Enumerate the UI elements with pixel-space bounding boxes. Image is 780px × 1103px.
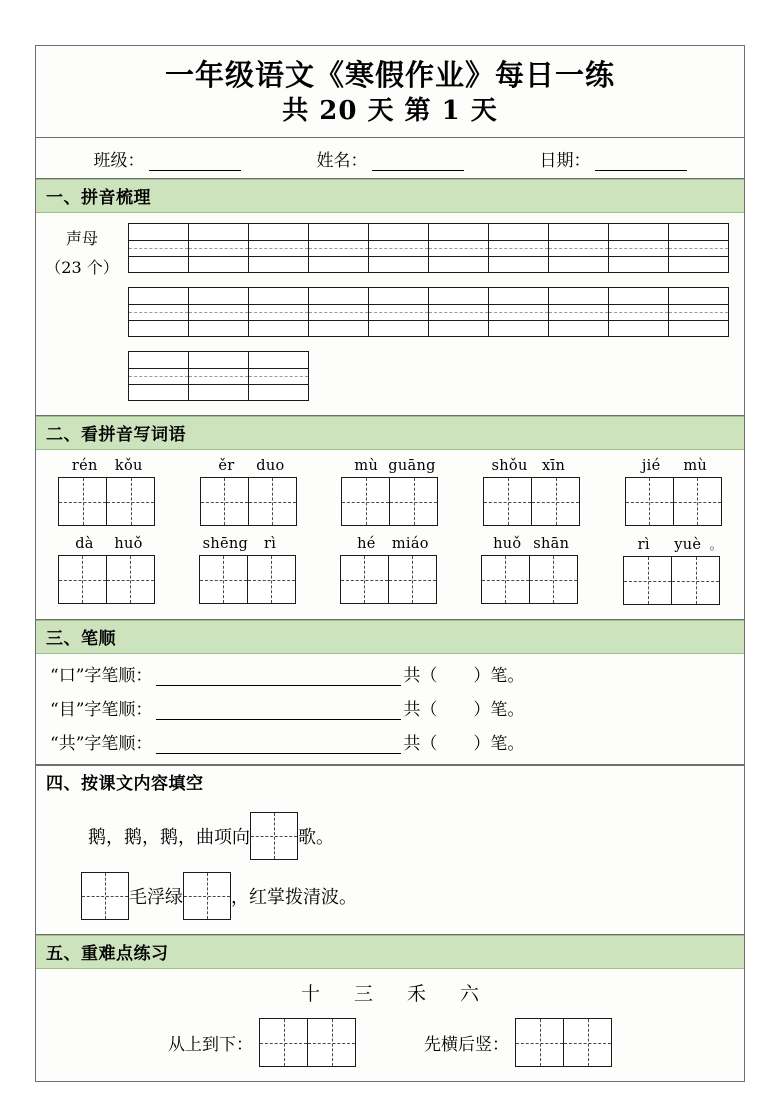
section-5-body <box>36 969 744 1081</box>
pinyin-line-lower <box>609 320 668 321</box>
tianzige-cell[interactable] <box>247 556 295 603</box>
tianzige-cell[interactable] <box>626 478 673 525</box>
tianzige-cell[interactable] <box>484 478 531 525</box>
pinyin-grid-cell[interactable] <box>489 224 549 272</box>
pinyin-grid-cell[interactable] <box>369 288 429 336</box>
word-item <box>483 458 580 526</box>
pinyin-grid-cell[interactable] <box>129 224 189 272</box>
tianzige-cell[interactable] <box>563 1019 611 1066</box>
pinyin-syllable: rén <box>71 458 98 475</box>
shengmu-label-line1: 声母 <box>65 229 98 249</box>
tianzige-grid <box>341 477 438 526</box>
stroke-count-tail <box>403 661 524 686</box>
stroke-count-suffix: ）笔。 <box>473 734 525 755</box>
stroke-order-blank[interactable] <box>156 737 401 754</box>
pinyin-syllable: mù <box>683 458 708 475</box>
section-5-items <box>36 1018 744 1067</box>
section-3-body <box>36 654 744 765</box>
section-2-body <box>36 450 744 620</box>
pinyin-syllable: jié <box>641 458 661 475</box>
tianzige-grid <box>58 555 155 604</box>
section-5-heading: 五、重难点练习 <box>36 935 744 969</box>
pinyin-line-lower <box>369 256 428 257</box>
poem-blank-box-1[interactable] <box>250 812 298 860</box>
pinyin-grid-cell[interactable] <box>309 224 369 272</box>
tianzige-grid <box>58 477 155 526</box>
tianzige-cell[interactable] <box>673 478 721 525</box>
tianzige-grid <box>623 556 720 605</box>
practice-item <box>168 1018 356 1067</box>
tianzige-cell[interactable] <box>260 1019 307 1066</box>
word-pinyin <box>483 458 580 474</box>
tianzige-cell[interactable] <box>516 1019 563 1066</box>
pinyin-syllable: guāng <box>388 458 436 475</box>
tianzige-cell[interactable] <box>388 556 436 603</box>
class-field[interactable] <box>94 146 241 171</box>
tianzige-grid <box>625 477 722 526</box>
pinyin-line-upper <box>669 304 728 305</box>
pinyin-grid-cell[interactable] <box>249 224 309 272</box>
pinyin-grid-cell[interactable] <box>189 352 249 400</box>
pinyin-grid-cell[interactable] <box>489 288 549 336</box>
pinyin-line-upper <box>549 240 608 241</box>
word-item <box>625 458 722 526</box>
word-item <box>200 458 297 526</box>
pinyin-line-dashed <box>549 248 608 249</box>
pinyin-line-dashed <box>249 248 308 249</box>
pinyin-line-dashed <box>309 248 368 249</box>
pinyin-line-upper <box>129 240 188 241</box>
section-1-body <box>36 213 744 416</box>
pinyin-line-lower <box>549 256 608 257</box>
pinyin-line-upper <box>549 304 608 305</box>
pinyin-line-upper <box>429 304 488 305</box>
word-item <box>340 536 437 605</box>
pinyin-line-dashed <box>669 248 728 249</box>
pinyin-grid-cell[interactable] <box>309 288 369 336</box>
pinyin-line-upper <box>609 240 668 241</box>
pinyin-line-upper <box>369 240 428 241</box>
pinyin-syllable: xīn <box>542 458 566 475</box>
word-pinyin <box>622 536 722 553</box>
class-blank[interactable] <box>149 155 241 171</box>
poem-blank-box-3[interactable] <box>183 872 231 920</box>
pinyin-syllable: duo <box>256 458 285 475</box>
stroke-count-tail <box>403 729 524 754</box>
pinyin-grid-cell[interactable] <box>669 224 729 272</box>
pinyin-line-lower <box>429 320 488 321</box>
pinyin-line-upper <box>129 368 188 369</box>
pinyin-grid-cell[interactable] <box>429 224 489 272</box>
pinyin-grid-cell[interactable] <box>609 224 669 272</box>
word-pinyin <box>200 458 297 474</box>
stroke-order-blank[interactable] <box>156 703 401 720</box>
tianzige-cell[interactable] <box>529 556 577 603</box>
tianzige-cell[interactable] <box>200 556 247 603</box>
stroke-order-line <box>50 729 744 754</box>
pinyin-line-lower <box>309 256 368 257</box>
tianzige-cell[interactable] <box>671 557 719 604</box>
tianzige-grid <box>515 1018 612 1067</box>
pinyin-line-dashed <box>429 248 488 249</box>
pinyin-syllable: huǒ <box>493 536 522 553</box>
pinyin-grid-cell[interactable] <box>189 224 249 272</box>
pinyin-line-dashed <box>189 248 248 249</box>
pinyin-line-dashed <box>369 248 428 249</box>
word-item <box>622 536 722 605</box>
pinyin-grid-cell[interactable] <box>189 288 249 336</box>
pinyin-grid-cell[interactable] <box>249 288 309 336</box>
stroke-count-prefix: 共（ <box>403 700 438 721</box>
tianzige-cell[interactable] <box>106 556 154 603</box>
pinyin-grid-row <box>128 223 729 273</box>
stroke-count-suffix: ）笔。 <box>473 666 525 687</box>
title-block <box>36 46 744 138</box>
pinyin-line-dashed <box>129 248 188 249</box>
pinyin-line-lower <box>249 384 308 385</box>
pinyin-line-upper <box>249 368 308 369</box>
pinyin-line-lower <box>129 256 188 257</box>
pinyin-line-dashed <box>609 248 668 249</box>
word-item <box>58 536 155 605</box>
pinyin-grid-cell[interactable] <box>669 288 729 336</box>
tianzige-cell[interactable] <box>201 478 248 525</box>
pinyin-line-upper <box>489 304 548 305</box>
pinyin-line-upper <box>369 304 428 305</box>
tianzige-cell[interactable] <box>106 478 154 525</box>
tianzige-cell[interactable] <box>307 1019 355 1066</box>
stroke-count-prefix: 共（ <box>403 734 438 755</box>
pinyin-line-lower <box>669 320 728 321</box>
name-blank[interactable] <box>372 155 464 171</box>
poem-line-1-after: 歌。 <box>298 827 334 849</box>
stroke-count-prefix: 共（ <box>403 666 438 687</box>
pinyin-line-dashed <box>189 376 248 377</box>
date-label: 日期： <box>539 150 591 171</box>
pinyin-syllable: rì <box>264 536 277 553</box>
pinyin-syllable: dà <box>75 536 94 553</box>
pinyin-line-upper <box>609 304 668 305</box>
pinyin-line-dashed <box>669 312 728 313</box>
pinyin-line-lower <box>189 384 248 385</box>
tianzige-cell[interactable] <box>248 478 296 525</box>
word-row <box>36 458 744 526</box>
section-1-heading: 一、拼音梳理 <box>36 179 744 213</box>
pinyin-line-lower <box>489 256 548 257</box>
pinyin-syllable: kǒu <box>114 458 143 475</box>
poem-line-2-middle: 毛浮绿 <box>129 887 183 909</box>
pinyin-grid-container <box>128 223 744 401</box>
pinyin-line-lower <box>189 320 248 321</box>
pinyin-line-lower <box>129 384 188 385</box>
pinyin-grid-cell[interactable] <box>429 288 489 336</box>
pinyin-line-dashed <box>429 312 488 313</box>
pinyin-line-upper <box>249 304 308 305</box>
poem-line-2 <box>36 872 744 920</box>
practice-item <box>424 1018 612 1067</box>
poem-line-2-after: ，红掌拨清波。 <box>231 887 357 909</box>
pinyin-line-lower <box>309 320 368 321</box>
pinyin-grid-cell[interactable] <box>549 224 609 272</box>
tianzige-cell[interactable] <box>482 556 529 603</box>
word-item <box>199 536 296 605</box>
stroke-order-label: “口”字笔顺： <box>50 666 153 687</box>
tianzige-cell[interactable] <box>341 556 388 603</box>
pinyin-line-upper <box>249 240 308 241</box>
tianzige-grid <box>481 555 578 604</box>
practice-item-label: 先横后竖： <box>424 1035 509 1056</box>
pinyin-grid-cell[interactable] <box>369 224 429 272</box>
stroke-order-label: “目”字笔顺： <box>50 700 153 721</box>
pinyin-line-lower <box>549 320 608 321</box>
page-title-line2: 共 20 天 第 1 天 <box>282 96 498 127</box>
pinyin-line-lower <box>129 320 188 321</box>
word-item <box>481 536 578 605</box>
pinyin-line-dashed <box>489 312 548 313</box>
pinyin-line-dashed <box>549 312 608 313</box>
pinyin-syllable: miáo <box>391 536 429 553</box>
class-label: 班级： <box>93 150 145 171</box>
stroke-order-blank[interactable] <box>156 669 401 686</box>
pinyin-line-upper <box>189 368 248 369</box>
pinyin-grid-cell[interactable] <box>609 288 669 336</box>
section-4-body <box>36 798 744 935</box>
worksheet-sheet <box>35 45 745 1082</box>
pinyin-line-upper <box>489 240 548 241</box>
pinyin-line-lower <box>669 256 728 257</box>
student-info-row <box>36 138 744 179</box>
pinyin-syllable: shēng <box>202 536 249 553</box>
tianzige-grid <box>483 477 580 526</box>
pinyin-grid-row <box>128 351 309 401</box>
pinyin-line-upper <box>429 240 488 241</box>
tianzige-cell[interactable] <box>531 478 579 525</box>
pinyin-line-upper <box>189 240 248 241</box>
practice-item-label: 从上到下： <box>168 1035 253 1056</box>
pinyin-line-upper <box>129 304 188 305</box>
pinyin-syllable: yuè <box>674 537 702 554</box>
stroke-count-suffix: ）笔。 <box>473 700 525 721</box>
pinyin-grid-cell[interactable] <box>549 288 609 336</box>
word-pinyin <box>341 458 438 474</box>
pinyin-syllable: mù <box>354 458 379 475</box>
pinyin-syllable: rì <box>637 537 650 554</box>
pinyin-grid-row <box>128 287 729 337</box>
page-title-line1: 一年级语文《寒假作业》每日一练 <box>164 58 615 92</box>
date-field[interactable] <box>540 146 687 171</box>
tianzige-grid <box>200 477 297 526</box>
section-2-heading: 二、看拼音写词语 <box>36 416 744 450</box>
tianzige-grid <box>340 555 437 604</box>
stroke-order-line <box>50 695 744 720</box>
tianzige-grid <box>199 555 296 604</box>
word-item <box>58 458 155 526</box>
pinyin-line-lower <box>429 256 488 257</box>
section-4-heading: 四、按课文内容填空 <box>36 765 744 798</box>
pinyin-line-dashed <box>189 312 248 313</box>
pinyin-line-lower <box>609 256 668 257</box>
pinyin-line-lower <box>489 320 548 321</box>
word-item <box>341 458 438 526</box>
tianzige-cell[interactable] <box>59 478 106 525</box>
pinyin-grid-cell[interactable] <box>129 288 189 336</box>
stroke-count-tail <box>403 695 524 720</box>
tianzige-grid <box>259 1018 356 1067</box>
poem-line-1-before: 鹅，鹅，鹅，曲项向 <box>88 827 250 849</box>
section-5-characters: 十 三 禾 六 <box>300 983 494 1006</box>
word-pinyin <box>199 536 296 552</box>
tianzige-cell[interactable] <box>59 556 106 603</box>
stroke-order-line <box>50 661 744 686</box>
pinyin-line-upper <box>309 304 368 305</box>
pinyin-line-upper <box>669 240 728 241</box>
pinyin-line-upper <box>189 304 248 305</box>
pinyin-line-lower <box>189 256 248 257</box>
word-pinyin <box>625 458 722 474</box>
pinyin-tail-mark: 。 <box>709 538 723 553</box>
pinyin-syllable: huǒ <box>114 536 143 553</box>
pinyin-grid-cell[interactable] <box>129 352 189 400</box>
date-blank[interactable] <box>595 155 687 171</box>
word-pinyin <box>481 536 578 552</box>
poem-blank-box-2[interactable] <box>81 872 129 920</box>
shengmu-label-line2: （23 个） <box>45 257 119 277</box>
pinyin-line-lower <box>249 256 308 257</box>
tianzige-cell[interactable] <box>389 478 437 525</box>
word-row <box>36 536 744 605</box>
pinyin-syllable: hé <box>357 536 376 553</box>
pinyin-syllable: shǒu <box>491 458 528 475</box>
name-field[interactable] <box>317 146 464 171</box>
tianzige-cell[interactable] <box>342 478 389 525</box>
pinyin-line-lower <box>249 320 308 321</box>
pinyin-grid-cell[interactable] <box>249 352 309 400</box>
pinyin-line-dashed <box>129 376 188 377</box>
pinyin-line-dashed <box>369 312 428 313</box>
pinyin-line-dashed <box>129 312 188 313</box>
tianzige-cell[interactable] <box>624 557 671 604</box>
word-pinyin <box>58 458 155 474</box>
pinyin-line-dashed <box>609 312 668 313</box>
pinyin-syllable: shān <box>533 536 570 553</box>
name-label: 姓名： <box>316 150 368 171</box>
pinyin-line-upper <box>309 240 368 241</box>
word-pinyin <box>58 536 155 552</box>
word-pinyin <box>340 536 437 552</box>
stroke-order-label: “共”字笔顺： <box>50 734 153 755</box>
pinyin-line-dashed <box>309 312 368 313</box>
pinyin-line-dashed <box>489 248 548 249</box>
pinyin-line-lower <box>369 320 428 321</box>
pinyin-syllable: ěr <box>218 458 235 475</box>
pinyin-line-dashed <box>249 312 308 313</box>
pinyin-line-dashed <box>249 376 308 377</box>
shengmu-label <box>36 223 128 401</box>
poem-line-1 <box>36 812 744 860</box>
section-3-heading: 三、笔顺 <box>36 620 744 654</box>
